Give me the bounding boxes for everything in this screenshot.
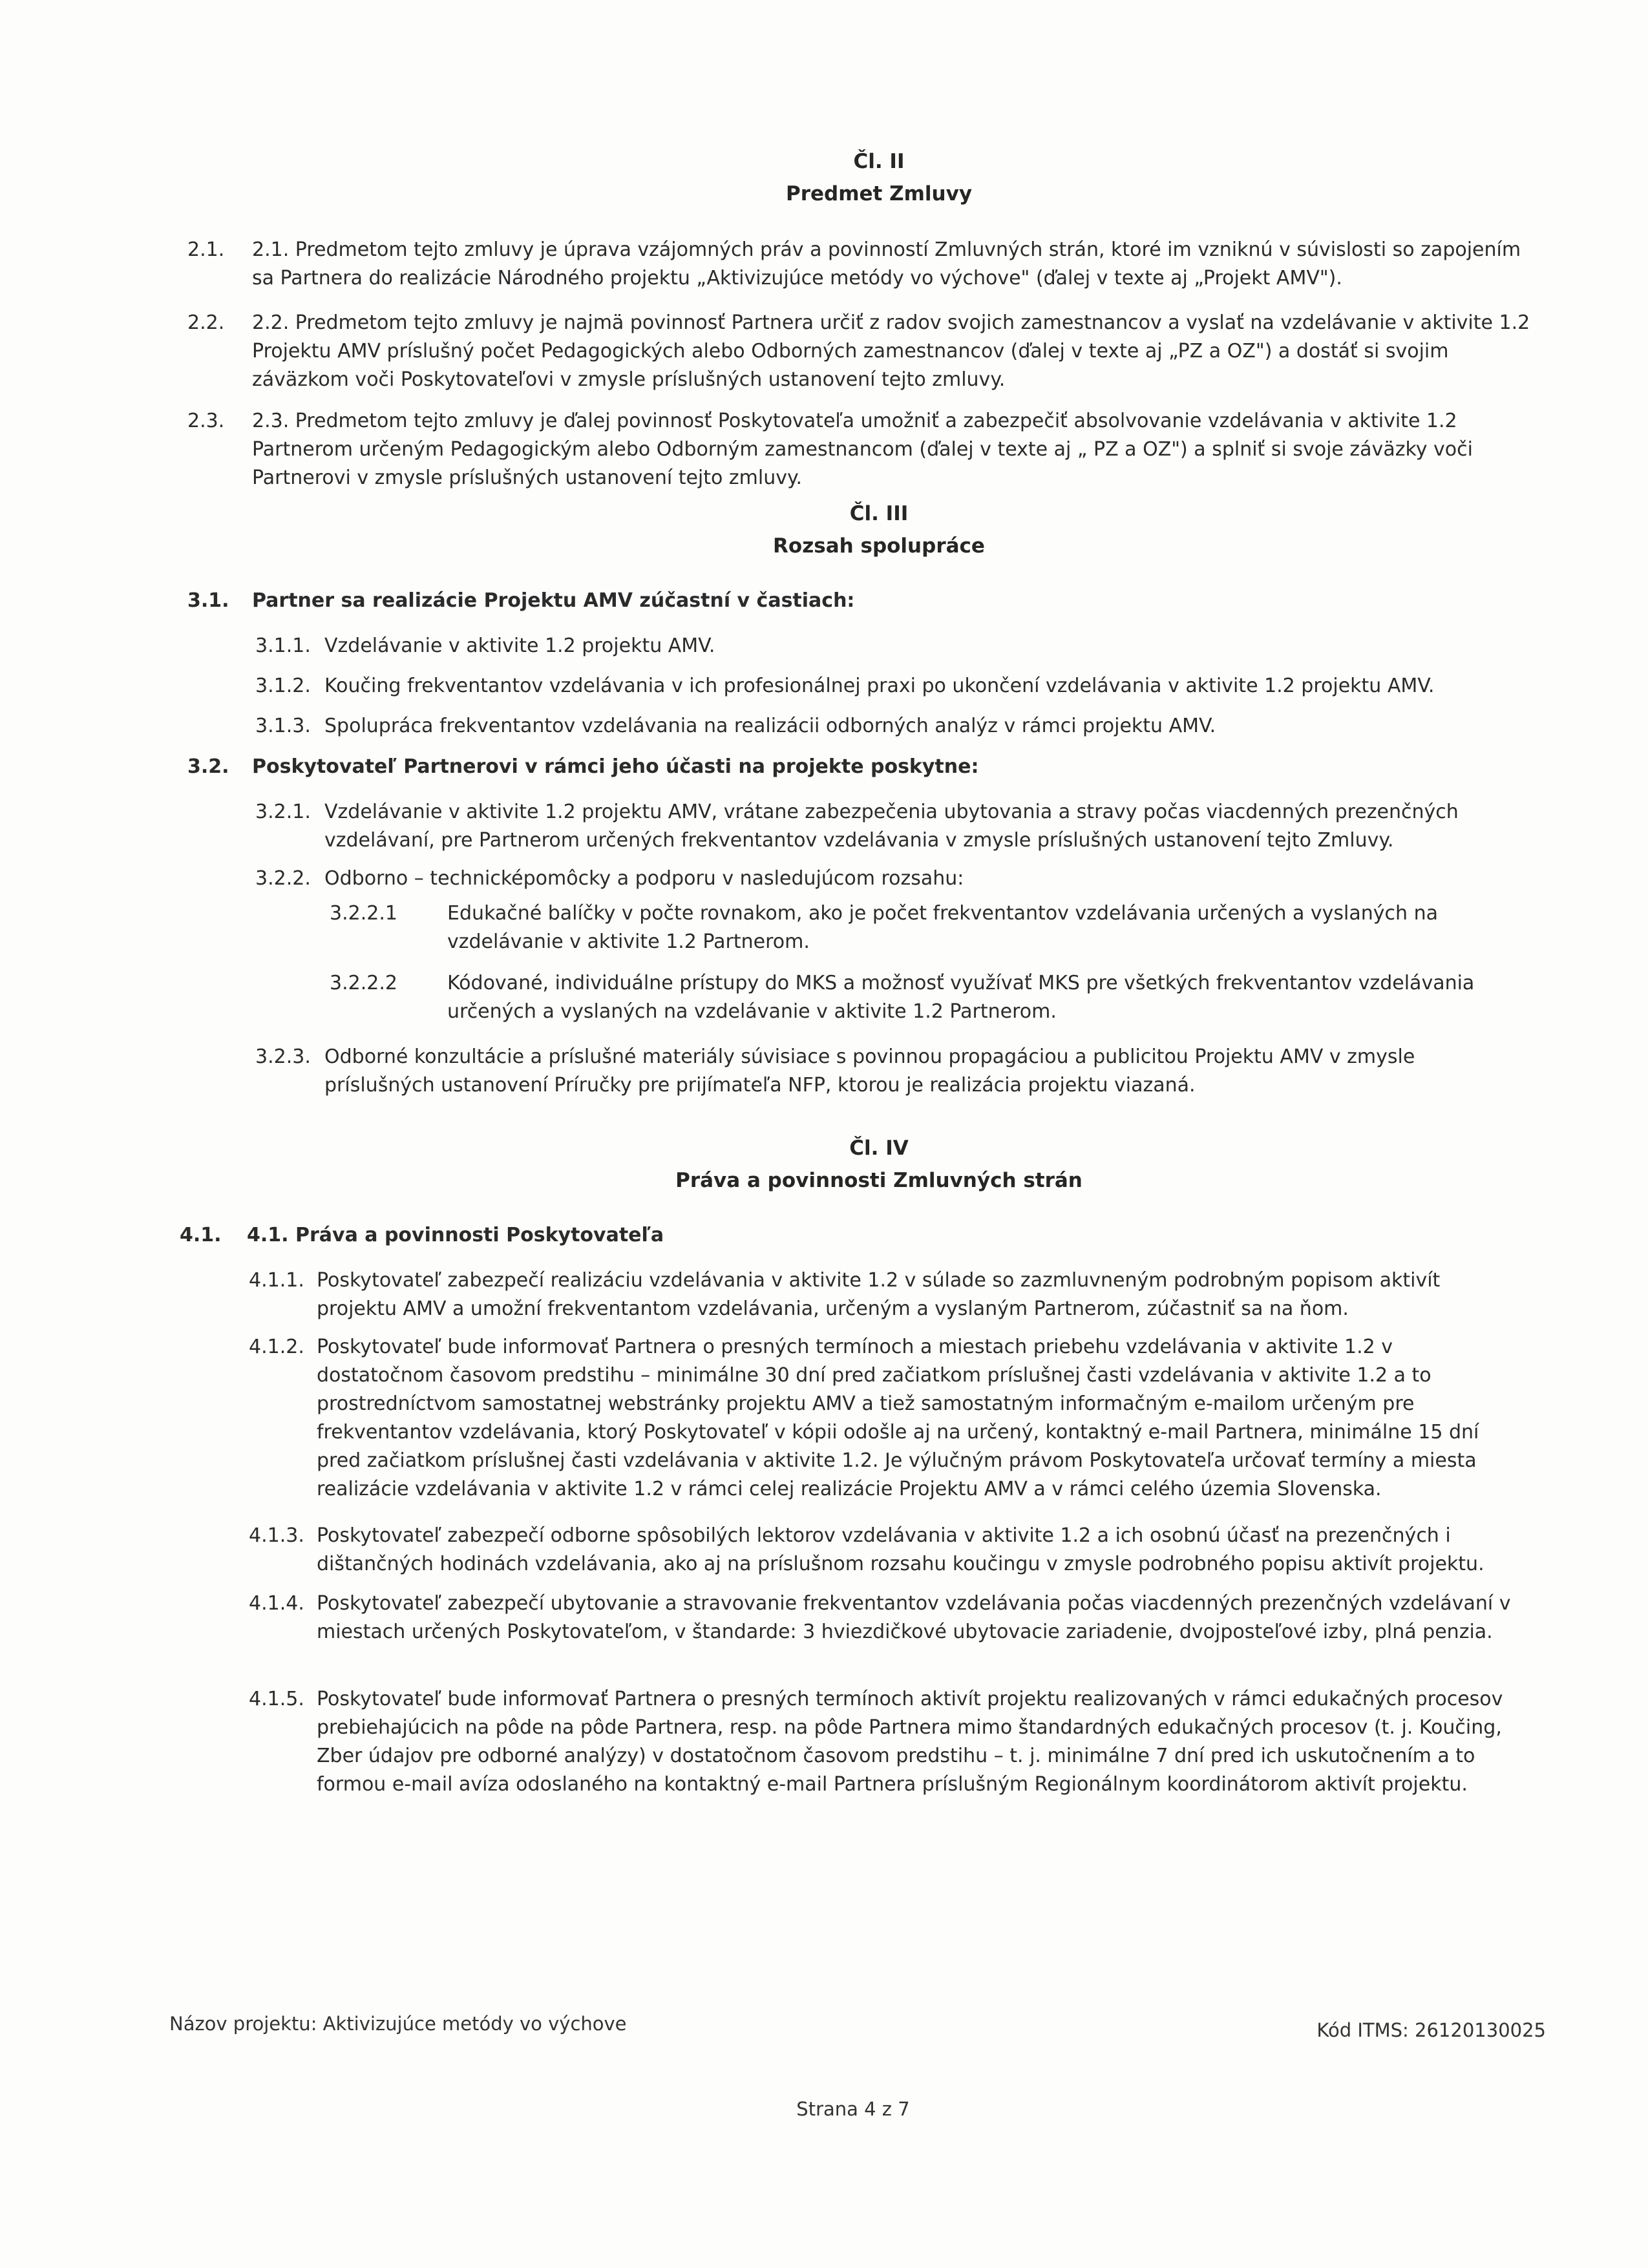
article-4-title: Práva a povinnosti Zmluvných strán — [675, 1169, 1083, 1192]
item-text: Poskytovateľ zabezpečí ubytovanie a stravovanie frekventantov vzdelávania počas viacdenných prezenčných vzdelávaní v miestach určených Poskytovateľom, v štandarde: 3 hviezdičkové ubytovacie zariadenie, dvojposteľové izby, plná penzia. — [317, 1592, 1511, 1643]
item-number: 3.2.2. — [255, 867, 311, 890]
page-number: Strana 4 z 7 — [796, 2098, 910, 2120]
item-text: Spolupráca frekventantov vzdelávania na realizácii odborných analýz v rámci projektu AMV. — [324, 715, 1216, 737]
item-text: Poskytovateľ bude informovať Partnera o presných termínoch a miestach priebehu vzdelávania v aktivite 1.2 v dostatočnom časovom predstihu – minimálne 30 dní pred začiatkom príslušnej časti vzdelávania v aktivite 1.2 a to prostredníctvom samostatnej webstránky projektu AMV a tiež samostatným informačným e-mailom určeným pre frekventantov vzdelávania, ktorý Poskytovateľ v kópii odošle aj na určený, kontaktný e-mail Partnera, minimálne 15 dní pred začiatkom príslušnej časti vzdelávania v aktivite 1.2. Je výlučným právom Poskytovateľa určovať termíny a miesta realizácie vzdelávania v aktivite 1.2 v rámci celej realizácie Projektu AMV a v rámci celého územia Slovenska. — [317, 1336, 1479, 1500]
item-text: Koučing frekventantov vzdelávania v ich profesionálnej praxi po ukončení vzdelávania v aktivite 1.2 projektu AMV. — [324, 675, 1435, 697]
item-number: 4.1.1. — [249, 1269, 304, 1292]
item-text: Odborné konzultácie a príslušné materiály súvisiace s povinnou propagáciou a publicitou Projektu AMV v zmysle príslušných ustanovení Príručky pre prijímateľa NFP, ktorou je realizácia projektu viazaná. — [324, 1045, 1415, 1097]
clause-number: 2.1. — [187, 238, 225, 261]
article-3-number: Čl. III — [849, 502, 909, 525]
item-text: Poskytovateľ zabezpečí realizáciu vzdelávania v aktivite 1.2 v súlade so zazmluvneným podrobným popisom aktivít projektu AMV a umožní frekventantom vzdelávania, určeným a vyslaným Partnerom, zúčastniť sa na ňom. — [317, 1269, 1441, 1320]
item-number: 4.1.2. — [249, 1336, 304, 1358]
article-2-title: Predmet Zmluvy — [785, 182, 973, 205]
subitem-text: Kódované, individuálne prístupy do MKS a možnosť využívať MKS pre všetkých frekventantov vzdelávania určených a vyslaných na vzdelávanie v aktivite 1.2 Partnerom. — [447, 972, 1475, 1023]
subitem-text: Edukačné balíčky v počte rovnakom, ako je počet frekventantov vzdelávania určených a vyslaných na vzdelávanie v aktivite 1.2 Partnerom. — [447, 902, 1438, 953]
section-title: Partner sa realizácie Projektu AMV zúčastní v častiach: — [252, 589, 855, 612]
item-number: 4.1.5. — [249, 1688, 304, 1710]
section-number: 3.2. — [187, 755, 229, 778]
item-text: Poskytovateľ zabezpečí odborne spôsobilých lektorov vzdelávania v aktivite 1.2 a ich osobnú účasť na prezenčných i dištančných hodinách vzdelávania, ako aj na príslušnom rozsahu koučingu v zmysle podrobného popisu aktivít projektu. — [317, 1524, 1484, 1575]
item-number: 3.1.3. — [255, 715, 311, 737]
item-number: 4.1.3. — [249, 1524, 304, 1547]
item-number: 3.1.1. — [255, 635, 311, 657]
footer-itms-code: Kód ITMS: 26120130025 — [1316, 2019, 1546, 2041]
subitem-number: 3.2.2.1 — [330, 902, 397, 925]
clause-number: 2.2. — [187, 311, 225, 334]
section-number: 4.1. — [180, 1224, 222, 1246]
item-text: Odborno – technicképomôcky a podporu v nasledujúcom rozsahu: — [324, 867, 964, 890]
subitem-number: 3.2.2.2 — [330, 972, 397, 994]
clause-text: 2.3. Predmetom tejto zmluvy je ďalej povinnosť Poskytovateľa umožniť a zabezpečiť absolvovanie vzdelávania v aktivite 1.2 Partnerom určeným Pedagogickým alebo Odborným zamestnancom (ďalej v texte aj „ PZ a OZ") a splniť si svoje záväzky voči Partnerovi v zmysle príslušných ustanovení tejto zmluvy. — [252, 410, 1473, 489]
item-text: Vzdelávanie v aktivite 1.2 projektu AMV, vrátane zabezpečenia ubytovania a stravy počas viacdenných prezenčných vzdelávaní, pre Partnerom určených frekventantov vzdelávania v zmysle príslušných ustanovení tejto Zmluvy. — [324, 801, 1459, 852]
article-4-number: Čl. IV — [849, 1137, 909, 1160]
section-title: Poskytovateľ Partnerovi v rámci jeho účasti na projekte poskytne: — [252, 755, 979, 778]
item-text: Vzdelávanie v aktivite 1.2 projektu AMV. — [324, 635, 715, 657]
article-3-title: Rozsah spolupráce — [773, 534, 985, 558]
clause-text: 2.2. Predmetom tejto zmluvy je najmä povinnosť Partnera určiť z radov svojich zamestnancov a vyslať na vzdelávanie v aktivite 1.2 Projektu AMV príslušný počet Pedagogických alebo Odborných zamestnancov (ďalej v texte aj „PZ a OZ") a dostáť si svojim záväzkom voči Poskytovateľovi v zmysle príslušných ustanovení tejto zmluvy. — [252, 311, 1530, 391]
item-number: 3.2.1. — [255, 801, 311, 823]
item-number: 3.2.3. — [255, 1045, 311, 1068]
clause-text: 2.1. Predmetom tejto zmluvy je úprava vzájomných práv a povinností Zmluvných strán, ktoré im vzniknú v súvislosti so zapojením sa Partnera do realizácie Národného projektu „Aktivizujúce metódy vo výchove" (ďalej v texte aj „Projekt AMV"). — [252, 238, 1521, 289]
item-text: Poskytovateľ bude informovať Partnera o presných termínoch aktivít projektu realizovaných v rámci edukačných procesov prebiehajúcich na pôde na pôde Partnera, resp. na pôde Partnera mimo štandardných edukačných procesov (t. j. Koučing, Zber údajov pre odborné analýzy) v dostatočnom časovom predstihu – t. j. minimálne 7 dní pred ich uskutočnením a to formou e-mail avíza odoslaného na kontaktný e-mail Partnera príslušným Regionálnym koordinátorom aktivít projektu. — [317, 1688, 1503, 1796]
item-number: 4.1.4. — [249, 1592, 304, 1615]
section-number: 3.1. — [187, 589, 229, 612]
clause-number: 2.3. — [187, 410, 225, 432]
section-title: 4.1. Práva a povinnosti Poskytovateľa — [247, 1224, 664, 1246]
item-number: 3.1.2. — [255, 675, 311, 697]
article-2-number: Čl. II — [853, 150, 905, 173]
footer-project-name: Názov projektu: Aktivizujúce metódy vo výchove — [169, 2013, 627, 2035]
